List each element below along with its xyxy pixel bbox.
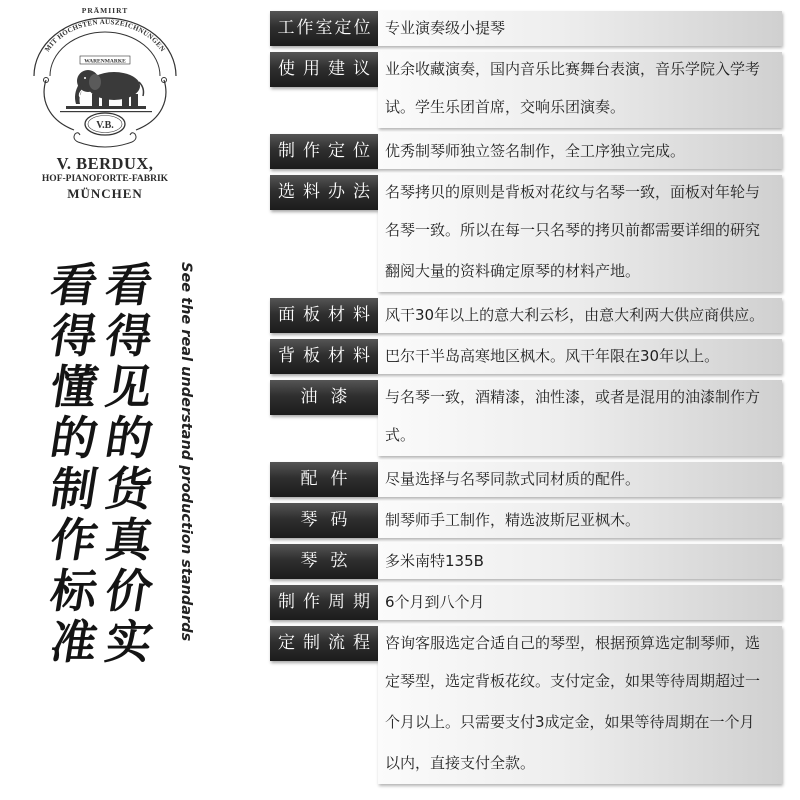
slogan-char: 作 bbox=[46, 513, 102, 567]
spec-value-line: 6个月到八个月 bbox=[385, 593, 485, 611]
slogan-english-text: See the real understand production standards bbox=[178, 262, 194, 642]
brand-name: V. BERDUX, bbox=[56, 154, 154, 173]
spec-value-line: 名琴拷贝的原则是背板对花纹与名琴一致，面板对年轮与 bbox=[385, 183, 761, 201]
emblem-banner bbox=[80, 56, 130, 64]
spec-label: 油漆 bbox=[270, 380, 378, 415]
spec-row bbox=[270, 380, 782, 456]
emblem-banner-text: WARENMARKE bbox=[84, 58, 126, 65]
slogan-char: 真 bbox=[101, 513, 157, 567]
spec-label: 面板材料 bbox=[270, 298, 378, 333]
spec-row bbox=[270, 134, 782, 169]
spec-row bbox=[270, 544, 782, 579]
slogan-char: 准 bbox=[46, 615, 102, 669]
brand-emblem bbox=[30, 4, 180, 154]
elephant-icon bbox=[60, 70, 152, 112]
slogan-char: 的 bbox=[46, 411, 102, 465]
brand-city: MÜNCHEN bbox=[67, 186, 143, 201]
spec-value-line: 试。学生乐团首席，交响乐团演奏。 bbox=[385, 98, 626, 116]
monogram-badge bbox=[85, 113, 125, 135]
slogan-char: 实 bbox=[101, 615, 157, 669]
spec-label: 背板材料 bbox=[270, 339, 378, 374]
spec-row bbox=[270, 626, 782, 784]
spec-value bbox=[378, 339, 782, 374]
spec-value-line: 咨询客服选定合适自己的琴型，根据预算选定制琴师，选 bbox=[385, 634, 761, 652]
spec-value-line: 风干30年以上的意大利云杉，由意大利两大供应商供应。 bbox=[385, 306, 765, 324]
spec-value bbox=[378, 544, 782, 579]
spec-row bbox=[270, 175, 782, 292]
spec-row bbox=[270, 298, 782, 333]
spec-value bbox=[378, 298, 782, 333]
spec-value-line: 个月以上。只需要支付3成定金，如果等待周期在一个月 bbox=[385, 713, 755, 731]
spec-row bbox=[270, 503, 782, 538]
slogan-char: 的 bbox=[101, 411, 157, 465]
emblem-arc-text: MIT HÖCHSTEN AUSZEICHNUNGEN bbox=[43, 17, 167, 54]
spec-label: 工作室定位 bbox=[270, 11, 378, 46]
spec-value-line: 式。 bbox=[385, 426, 416, 444]
brand-subtitle: HOF-PIANOFORTE-FABRIK bbox=[41, 174, 169, 184]
spec-label: 琴弦 bbox=[270, 544, 378, 579]
slogan-column-left bbox=[48, 260, 100, 668]
spec-label: 制作周期 bbox=[270, 585, 378, 620]
spec-value-line: 定琴型，选定背板花纹。支付定金，如果等待周期超过一 bbox=[385, 672, 761, 690]
spec-label: 制作定位 bbox=[270, 134, 378, 169]
spec-label: 使用建议 bbox=[270, 52, 378, 87]
monogram-text: V.B. bbox=[96, 120, 114, 131]
spec-value bbox=[378, 503, 782, 538]
slogan-char: 制 bbox=[46, 462, 102, 516]
spec-value-line: 名琴一致。所以在每一只名琴的拷贝前都需要详细的研究 bbox=[385, 221, 761, 239]
emblem-top-text: PRÄMIIRT bbox=[81, 6, 129, 15]
spec-value-line: 与名琴一致，酒精漆，油性漆，或者是混用的油漆制作方 bbox=[385, 388, 761, 406]
spec-label: 定制流程 bbox=[270, 626, 378, 661]
slogan-char: 得 bbox=[46, 309, 102, 363]
slogan-char: 得 bbox=[101, 309, 157, 363]
spec-value-line: 制琴师手工制作，精选波斯尼亚枫木。 bbox=[385, 511, 641, 529]
slogan-column-right bbox=[103, 260, 155, 668]
spec-row bbox=[270, 11, 782, 46]
slogan-char: 看 bbox=[46, 258, 102, 312]
spec-label: 琴码 bbox=[270, 503, 378, 538]
brand-logo bbox=[25, 4, 185, 204]
spec-value-line: 翻阅大量的资料确定原琴的材料产地。 bbox=[385, 262, 641, 280]
spec-label: 选料办法 bbox=[270, 175, 378, 210]
spec-row bbox=[270, 462, 782, 497]
spec-table bbox=[270, 11, 782, 784]
spec-value bbox=[378, 380, 782, 456]
spec-row bbox=[270, 585, 782, 620]
spec-label: 配件 bbox=[270, 462, 378, 497]
slogan-char: 货 bbox=[101, 462, 157, 516]
spec-value-line: 优秀制琴师独立签名制作，全工序独立完成。 bbox=[385, 142, 686, 160]
spec-value bbox=[378, 134, 782, 169]
spec-row bbox=[270, 339, 782, 374]
spec-value-line: 尽量选择与名琴同款式同材质的配件。 bbox=[385, 470, 641, 488]
spec-value-line: 专业演奏级小提琴 bbox=[385, 19, 506, 37]
spec-value-line: 巴尔干半岛高寒地区枫木。风干年限在30年以上。 bbox=[385, 347, 720, 365]
spec-value-line: 业余收藏演奏，国内音乐比赛舞台表演，音乐学院入学考 bbox=[385, 60, 761, 78]
slogan-char: 看 bbox=[101, 258, 157, 312]
spec-row bbox=[270, 52, 782, 128]
slogan-char: 见 bbox=[101, 360, 157, 414]
spec-value bbox=[378, 11, 782, 46]
spec-value-line: 多米南特135B bbox=[385, 552, 484, 570]
spec-value-line: 以内，直接支付全款。 bbox=[385, 754, 536, 772]
spec-value bbox=[378, 462, 782, 497]
spec-value bbox=[378, 52, 782, 128]
slogan-char: 价 bbox=[101, 564, 157, 618]
spec-value bbox=[378, 585, 782, 620]
slogan-char: 标 bbox=[46, 564, 102, 618]
slogan-char: 懂 bbox=[46, 360, 102, 414]
spec-value bbox=[378, 175, 782, 292]
spec-value bbox=[378, 626, 782, 784]
